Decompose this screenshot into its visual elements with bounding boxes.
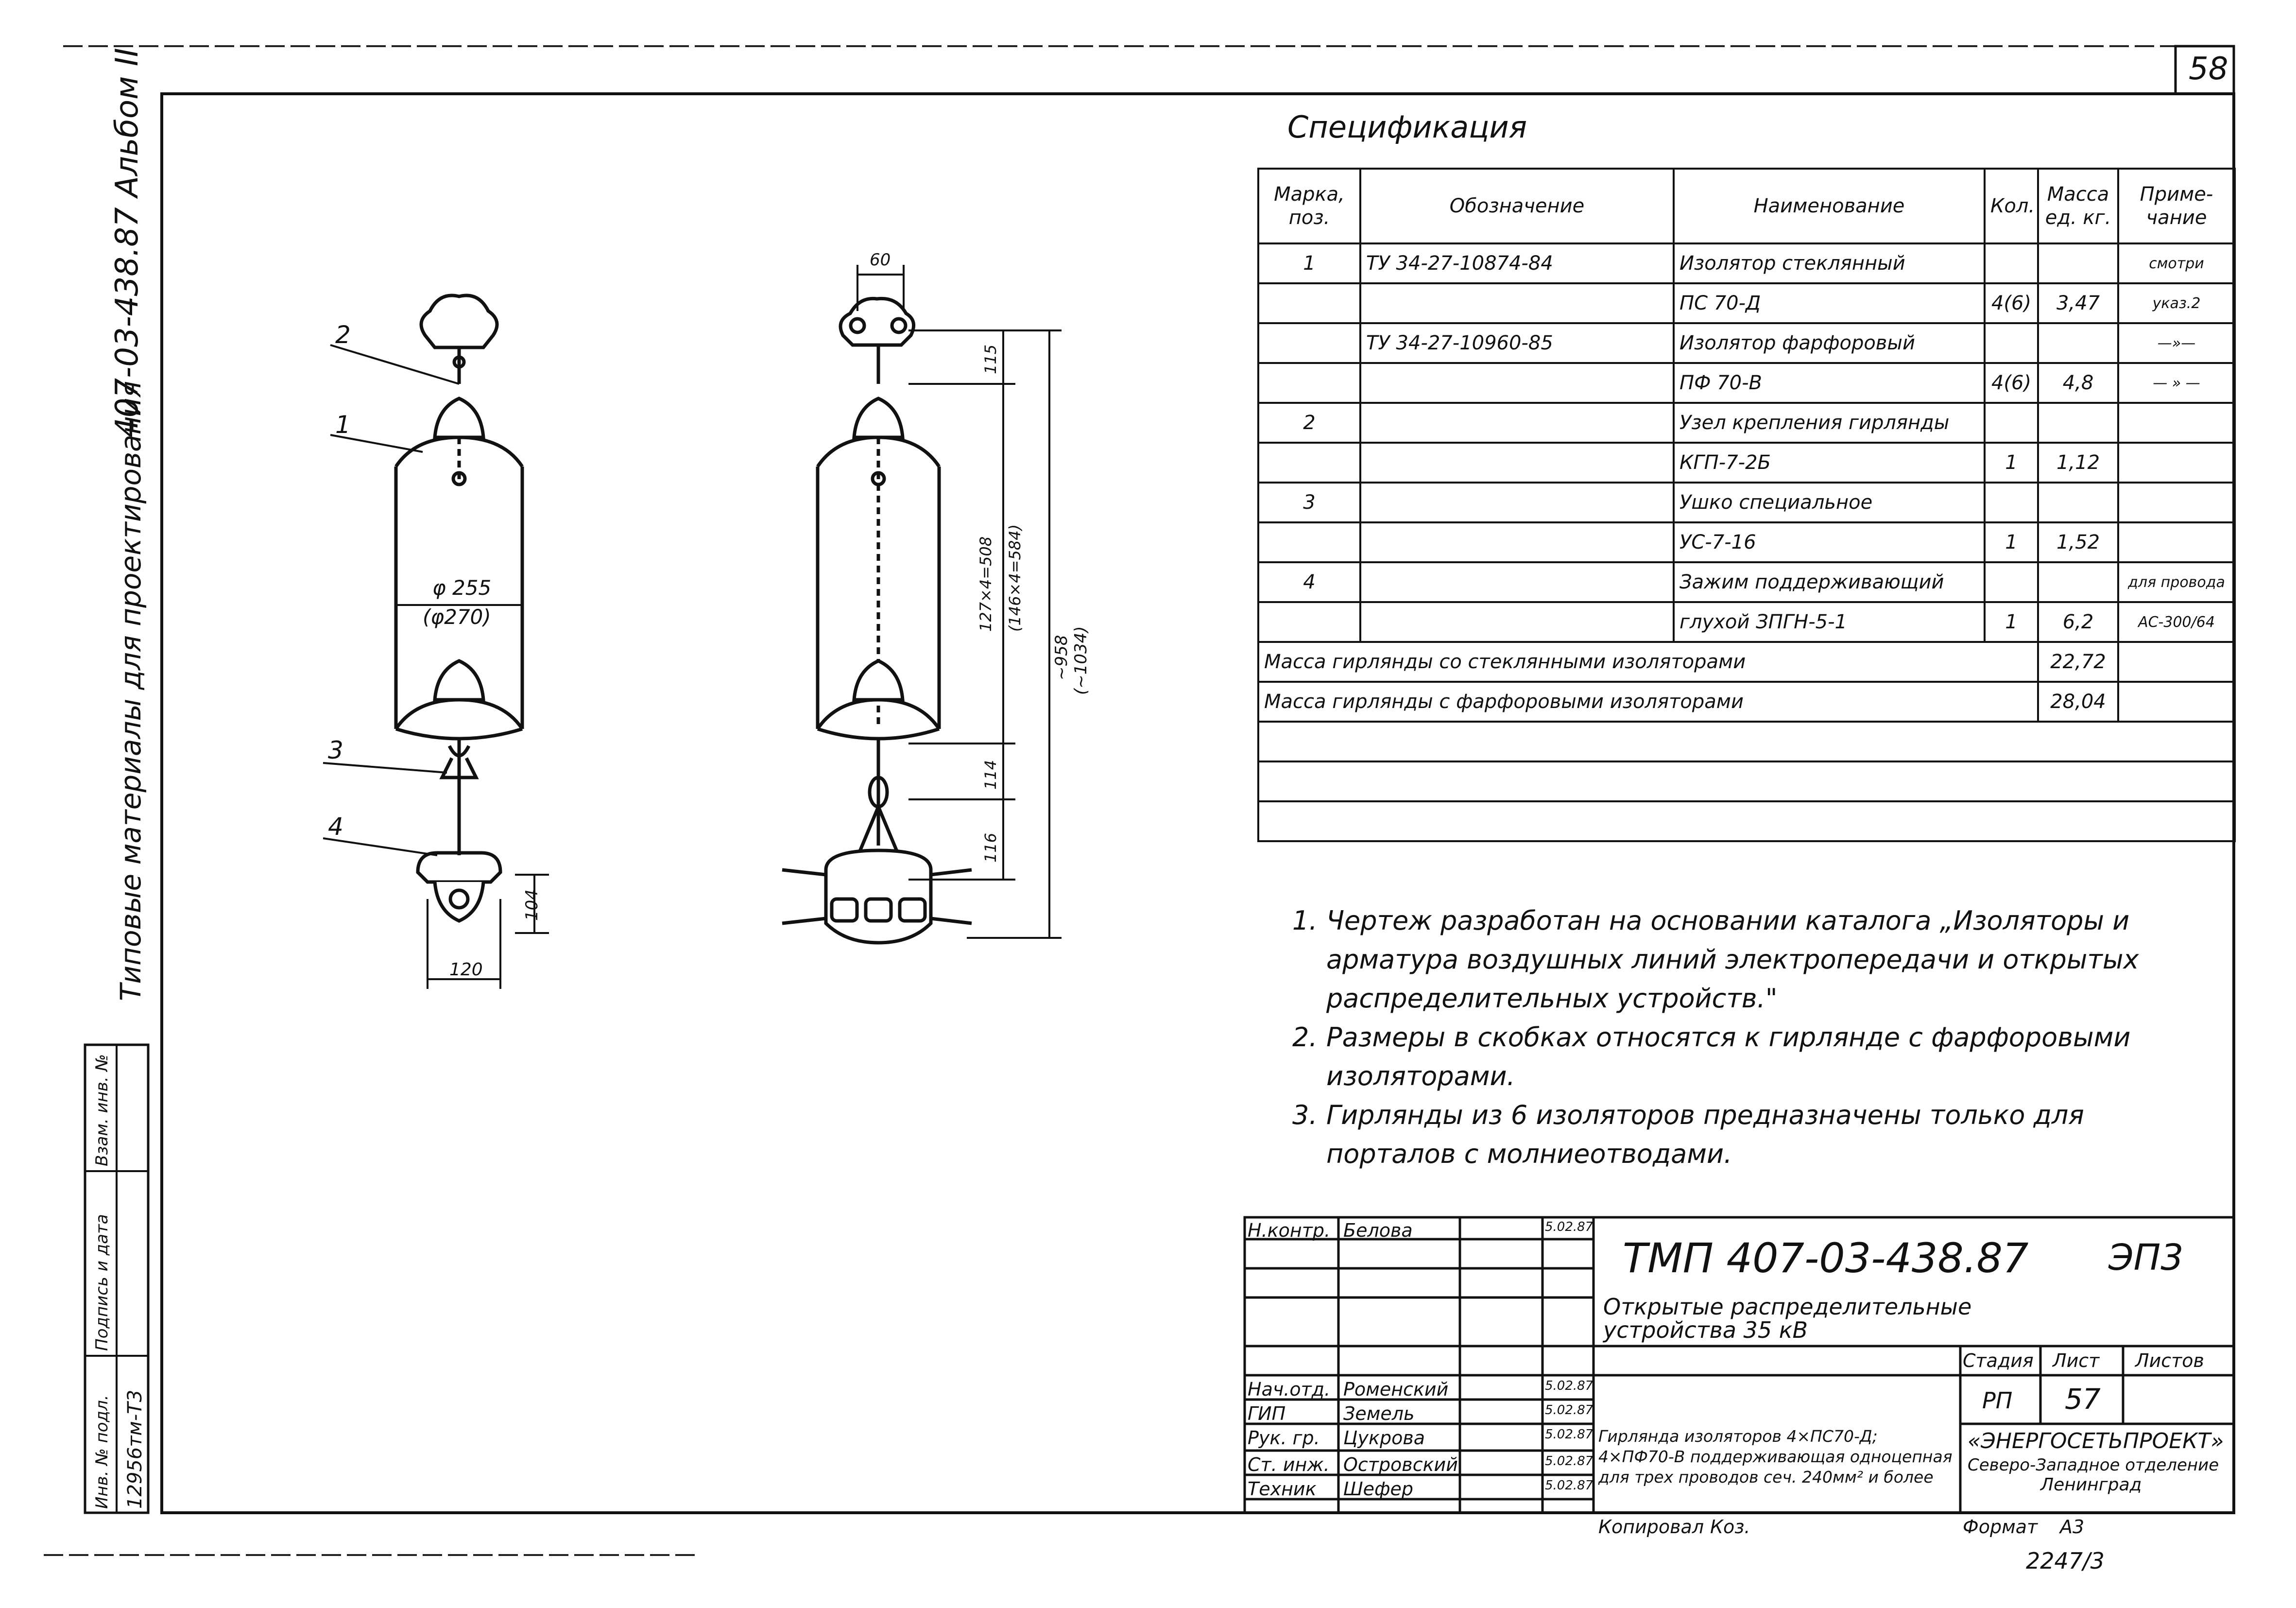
spec-cell-pos: 3 xyxy=(1258,483,1360,522)
spec-cell-qty xyxy=(1985,243,2038,283)
signature-date: 5.02.87 xyxy=(1545,1379,1593,1393)
signature-role: Ст. инж. xyxy=(1248,1454,1330,1475)
spec-row xyxy=(1258,522,2235,562)
signature-name: Островский xyxy=(1343,1454,1458,1475)
signature-role: Нач.отд. xyxy=(1248,1379,1331,1400)
dim-middle: 127×4=508 xyxy=(977,536,995,632)
drawing-title: Гирлянда изоляторов 4×ПС70-Д; 4×ПФ70-В поддерживающая одноцепная для трех проводов сеч. 240мм² и более xyxy=(1598,1427,1953,1487)
spec-cell-code: ТУ 34-27-10874-84 xyxy=(1360,243,1674,283)
dim-60: 60 xyxy=(870,250,891,270)
note-text: Гирлянды из 6 изоляторов предназначены только для порталов с молниеотводами. xyxy=(1326,1100,2084,1169)
signature-role: ГИП xyxy=(1248,1403,1286,1424)
side-title: Типовые материалы для проектирования xyxy=(114,380,147,1001)
spec-cell-code: ТУ 34-27-10960-85 xyxy=(1360,323,1674,363)
spec-empty-row xyxy=(1258,761,2235,801)
callout-4: 4 xyxy=(328,813,343,841)
spec-row xyxy=(1258,602,2235,642)
spec-empty-row xyxy=(1258,722,2235,761)
spec-empty-row xyxy=(1258,801,2235,841)
spec-cell-name: Узел крепления гирлянды xyxy=(1674,403,1985,443)
spec-total-note xyxy=(2118,642,2235,682)
spec-cell-code xyxy=(1360,562,1674,602)
side-stamp-value-inv: 12956тм-Т3 xyxy=(124,1389,146,1509)
spec-cell-mass xyxy=(2038,243,2118,283)
spec-cell-name: ПФ 70-В xyxy=(1674,363,1985,403)
spec-total-row xyxy=(1258,682,2235,722)
spec-cell-qty xyxy=(1985,323,2038,363)
note-item xyxy=(1292,901,2215,1018)
spec-cell-note: АС-300/64 xyxy=(2118,602,2235,642)
spec-cell-pos: 1 xyxy=(1258,243,1360,283)
spec-cell-qty: 4(6) xyxy=(1985,283,2038,323)
spec-total-note xyxy=(2118,682,2235,722)
sheet-label: Лист xyxy=(2053,1350,2100,1371)
spec-empty-cell xyxy=(1258,801,2235,841)
spec-cell-pos xyxy=(1258,283,1360,323)
spec-cell-note xyxy=(2118,522,2235,562)
spec-cell-note: — » — xyxy=(2118,363,2235,403)
dim-total: ~958 xyxy=(1052,635,1071,680)
side-stamp-label-inv: Инв. № подл. xyxy=(92,1395,112,1509)
spec-cell-mass: 1,52 xyxy=(2038,522,2118,562)
spec-empty-cell xyxy=(1258,761,2235,801)
spec-cell-pos xyxy=(1258,522,1360,562)
dim-114: 114 xyxy=(981,760,1000,790)
spec-cell-qty: 1 xyxy=(1985,443,2038,483)
dim-middle-alt: (146×4=584) xyxy=(1006,524,1024,632)
org-city: Ленинград xyxy=(2040,1475,2142,1495)
spec-cell-note: указ.2 xyxy=(2118,283,2235,323)
dim-115: 115 xyxy=(981,344,1000,374)
spec-cell-name: ПС 70-Д xyxy=(1674,283,1985,323)
spec-cell-pos: 4 xyxy=(1258,562,1360,602)
spec-cell-code xyxy=(1360,363,1674,403)
spec-header-qty: Кол. xyxy=(1985,169,2038,243)
spec-cell-note: смотри xyxy=(2118,243,2235,283)
spec-cell-mass xyxy=(2038,323,2118,363)
specification-table xyxy=(1257,168,2236,842)
side-stamp-label-replace: Взам. инв. № xyxy=(92,1054,112,1166)
spec-header-note: Приме-чание xyxy=(2118,169,2235,243)
spec-cell-pos xyxy=(1258,323,1360,363)
spec-cell-name: Изолятор фарфоровый xyxy=(1674,323,1985,363)
signature-name: Цукрова xyxy=(1343,1427,1425,1449)
spec-header-code: Обозначение xyxy=(1360,169,1674,243)
doc-code: ТМП 407-03-438.87 xyxy=(1623,1234,2029,1282)
dim-total-alt: (~1034) xyxy=(1071,626,1091,695)
spec-total-row xyxy=(1258,642,2235,682)
sheet-code: ЭП3 xyxy=(2108,1237,2184,1279)
spec-cell-qty xyxy=(1985,403,2038,443)
spec-body xyxy=(1258,243,2235,841)
spec-header-name: Наименование xyxy=(1674,169,1985,243)
spec-cell-note: для провода xyxy=(2118,562,2235,602)
spec-row xyxy=(1258,443,2235,483)
signature-role: Рук. гр. xyxy=(1248,1427,1320,1449)
spec-cell-name: УС-7-16 xyxy=(1674,522,1985,562)
spec-empty-cell xyxy=(1258,722,2235,761)
spec-row xyxy=(1258,403,2235,443)
spec-cell-note: —»— xyxy=(2118,323,2235,363)
spec-cell-name: КГП-7-2Б xyxy=(1674,443,1985,483)
spec-cell-qty: 1 xyxy=(1985,602,2038,642)
notes xyxy=(1292,901,2215,1174)
signature-name: Шефер xyxy=(1343,1478,1414,1500)
signature-date: 5.02.87 xyxy=(1545,1220,1593,1234)
stage-value: РП xyxy=(1982,1387,2013,1414)
spec-row xyxy=(1258,562,2235,602)
signature-role: Техник xyxy=(1248,1478,1317,1500)
album-label: 407-03-438.87 Альбом II xyxy=(109,48,145,437)
spec-cell-pos xyxy=(1258,443,1360,483)
spec-row xyxy=(1258,363,2235,403)
dim-120: 120 xyxy=(449,960,483,980)
spec-row xyxy=(1258,323,2235,363)
spec-cell-code xyxy=(1360,403,1674,443)
spec-cell-note xyxy=(2118,403,2235,443)
spec-cell-qty: 1 xyxy=(1985,522,2038,562)
spec-total-value: 22,72 xyxy=(2038,642,2118,682)
spec-cell-name: Изолятор стеклянный xyxy=(1674,243,1985,283)
format-label: Формат xyxy=(1963,1516,2038,1538)
org-branch: Северо-Западное отделение xyxy=(1968,1455,2219,1475)
signature-name: Белова xyxy=(1343,1220,1413,1241)
spec-row xyxy=(1258,243,2235,283)
spec-cell-name: глухой ЗПГН-5-1 xyxy=(1674,602,1985,642)
spec-cell-mass xyxy=(2038,562,2118,602)
spec-header-mark: Марка, поз. xyxy=(1258,169,1360,243)
spec-row xyxy=(1258,283,2235,323)
spec-cell-qty xyxy=(1985,483,2038,522)
insulator-string-right-view xyxy=(782,298,972,943)
spec-row xyxy=(1258,483,2235,522)
spec-cell-note xyxy=(2118,443,2235,483)
spec-cell-note xyxy=(2118,483,2235,522)
sheet-value: 57 xyxy=(2065,1383,2101,1416)
signature-role: Н.контр. xyxy=(1248,1220,1331,1241)
spec-cell-pos xyxy=(1258,602,1360,642)
note-number: 1. xyxy=(1292,905,1318,936)
stage-label: Стадия xyxy=(1963,1350,2034,1371)
callout-3: 3 xyxy=(328,736,343,764)
spec-cell-code xyxy=(1360,602,1674,642)
spec-cell-code xyxy=(1360,283,1674,323)
spec-cell-mass: 6,2 xyxy=(2038,602,2118,642)
note-number: 2. xyxy=(1292,1022,1318,1053)
spec-cell-code xyxy=(1360,522,1674,562)
diameter-label: φ 255 xyxy=(432,576,492,600)
signature-date: 5.02.87 xyxy=(1545,1427,1593,1442)
signature-date: 5.02.87 xyxy=(1545,1403,1593,1418)
page-number: 58 xyxy=(2189,51,2228,87)
side-stamp-label-sign: Подпись и дата xyxy=(92,1214,112,1351)
spec-cell-mass: 1,12 xyxy=(2038,443,2118,483)
spec-cell-pos xyxy=(1258,363,1360,403)
specification-title: Спецификация xyxy=(1287,109,1527,145)
callout-1: 1 xyxy=(335,411,351,439)
spec-cell-mass: 4,8 xyxy=(2038,363,2118,403)
right-view-dimensions xyxy=(857,265,1062,938)
callout-2: 2 xyxy=(335,321,351,349)
spec-cell-name: Ушко специальное xyxy=(1674,483,1985,522)
spec-header-row xyxy=(1258,169,2235,243)
note-item xyxy=(1292,1018,2215,1096)
note-text: Размеры в скобках относятся к гирлянде с фарфоровыми изоляторами. xyxy=(1326,1022,2131,1091)
copied-label: Копировал xyxy=(1598,1516,1704,1538)
spec-cell-mass xyxy=(2038,403,2118,443)
spec-cell-name: Зажим поддерживающий xyxy=(1674,562,1985,602)
signature-date: 5.02.87 xyxy=(1545,1478,1593,1493)
spec-total-label: Масса гирлянды со стеклянными изоляторами xyxy=(1258,642,2038,682)
spec-header-mass: Масса ед. кг. xyxy=(2038,169,2118,243)
spec-total-value: 28,04 xyxy=(2038,682,2118,722)
note-text: Чертеж разработан на основании каталога „Изоляторы и арматура воздушных линий электропередачи и открытых распределительных устройств." xyxy=(1326,905,2139,1014)
dim-104: 104 xyxy=(522,889,542,921)
format-value: А3 xyxy=(2060,1516,2085,1538)
spec-cell-mass: 3,47 xyxy=(2038,283,2118,323)
spec-cell-code xyxy=(1360,443,1674,483)
dim-116: 116 xyxy=(981,832,1000,863)
diameter-alt-label: (φ270) xyxy=(423,605,491,629)
spec-cell-code xyxy=(1360,483,1674,522)
spec-total-label: Масса гирлянды с фарфоровыми изоляторами xyxy=(1258,682,2038,722)
signature-name: Земель xyxy=(1343,1403,1415,1424)
org-name: «ЭНЕРГОСЕТЬПРОЕКТ» xyxy=(1968,1429,2224,1453)
signature-date: 5.02.87 xyxy=(1545,1454,1593,1469)
spec-cell-mass xyxy=(2038,483,2118,522)
spec-cell-pos: 2 xyxy=(1258,403,1360,443)
project-title: Открытые распределительные устройства 35 кВ xyxy=(1603,1294,1972,1343)
spec-cell-qty: 4(6) xyxy=(1985,363,2038,403)
archive-number: 2247/3 xyxy=(2026,1548,2105,1574)
note-number: 3. xyxy=(1292,1100,1318,1130)
note-item xyxy=(1292,1096,2215,1174)
sheets-label: Листов xyxy=(2135,1350,2204,1371)
signature-name: Роменский xyxy=(1343,1379,1449,1400)
spec-cell-qty xyxy=(1985,562,2038,602)
copied-by: Коз. xyxy=(1710,1516,1750,1538)
